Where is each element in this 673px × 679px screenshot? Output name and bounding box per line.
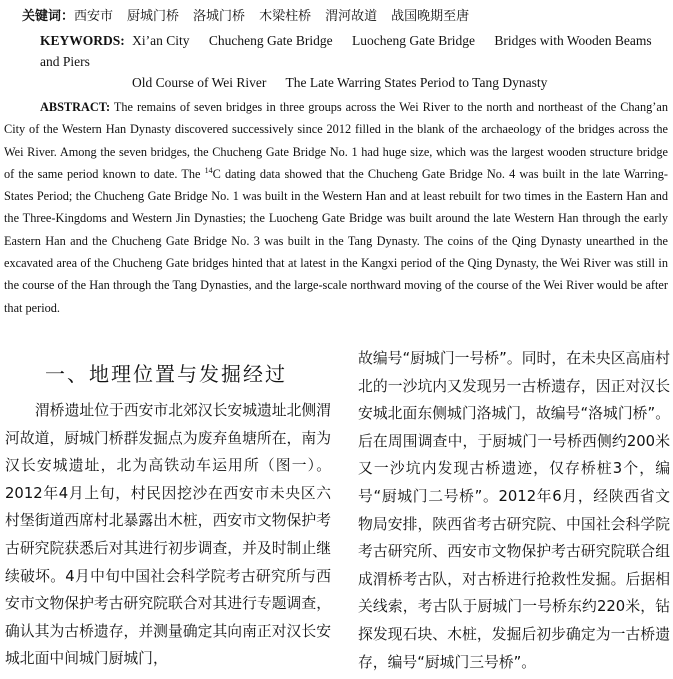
keyword-en-term: Luocheng Gate Bridge xyxy=(351,33,475,48)
keyword-cn-term: 战国晚期至唐 xyxy=(391,9,470,24)
abstract-paragraph xyxy=(4,96,668,319)
keyword-en-term: Bridges with Wooden Beams and Piers xyxy=(40,33,652,69)
keyword-en-term: Chucheng Gate Bridge xyxy=(208,33,333,48)
left-body-paragraph: 渭桥遗址位于西安市北郊汉长安城遗址北侧渭河故道，厨城门桥群发掘点为废弃鱼塘所在，南为汉长安城遗址，北为高铁动车运用所（图一）。2012年4月上旬，村民因挖沙在西安市未央区六村堡街道西席村北暴露出木桩，西安市文物保护考古研究院获悉后对其进行初步调查，并及时制止继续破坏。4月中旬中国社会科学院考古研究所与西安市文物保护考古研究院联合对其进行专题调查，确认其为古桥遗存，并测量确定其向南正对汉长安城北面中间城门厨城门， xyxy=(5,402,331,668)
keywords-cn-label: 关键词： xyxy=(22,9,75,24)
keyword-en-term: The Late Warring States Period to Tang Dynasty xyxy=(285,75,548,90)
abstract-text-part2: C dating data showed that the Chucheng Gate Bridge No. 4 was built in the late Warring-States Period; the Chucheng Gate Bridge No. 1 was built in the Western Han and at least rebuilt for two times in the Eastern Han and the Three-Kingdoms and Western Jin Dynasties; the Luocheng Gate Bridge was built around the late Western Han through the early Eastern Han and the Chucheng Gate Bridge No. 3 was built in the Tang Dynasty. The coins of the Qing Dynasty unearthed in the excavated area of the Chucheng Gate bridges hinted that at latest in the Kangxi period of the Qing Dynasty, the Wei River was still in the course of the Han through the Tang Dynasties, and the large-scale northward moving of the course of the Wei River would be after that period. xyxy=(4,166,669,315)
keyword-cn-term: 洛城门桥 xyxy=(193,9,246,24)
keywords-en-label: KEYWORDS: xyxy=(40,33,125,48)
body-right-column xyxy=(358,345,670,676)
right-body-paragraph: 故编号“厨城门一号桥”。同时，在未央区高庙村北的一沙坑内又发现另一古桥遗存，因正对汉长安城北面东侧城门洛城门，故编号“洛城门桥”。后在周围调查中，于厨城门一号桥西侧约200米又一沙坑内发现古桥遗迹，仅存桥桩3个，编号“厨城门二号桥”。2012年6月，经陕西省文物局安排，陕西省考古研究院、中国社会科学院考古研究所、西安市文物保护考古研究院联合组成渭桥考古队，对古桥进行抢救性发掘。后据相关线索，考古队于厨城门一号桥东约220米，钻探发现石块、木桩，发掘后初步确定为一古桥遗存，编号“厨城门三号桥”。 xyxy=(358,350,670,671)
abstract-superscript: 14 xyxy=(204,165,213,175)
abstract-text-part1: The remains of seven bridges in three groups across the Wei River to the north and northeast of the Chang’an City of the Western Han Dynasty discovered successively since 2012 filled in the blank of the archaeology of the bridges across the Wei River. Among the seven bridges, the Chucheng Gate Bridge No. 1 had huge size, which was the largest wooden structure bridge of the same period known to date. The xyxy=(4,100,668,181)
keyword-en-term: Old Course of Wei River xyxy=(132,75,267,90)
keyword-cn-term: 木梁柱桥 xyxy=(259,9,312,24)
body-left-column xyxy=(5,345,331,673)
keyword-en-term: Xi’an City xyxy=(132,33,190,48)
keywords-cn-line xyxy=(22,8,662,26)
section-heading: 一、地理位置与发掘经过 xyxy=(45,362,287,386)
keyword-cn-term: 渭河故道 xyxy=(325,9,378,24)
keywords-en-block xyxy=(40,30,670,93)
keyword-cn-term: 西安市 xyxy=(74,9,114,24)
keyword-cn-term: 厨城门桥 xyxy=(127,9,180,24)
abstract-label: ABSTRACT: xyxy=(40,100,111,114)
